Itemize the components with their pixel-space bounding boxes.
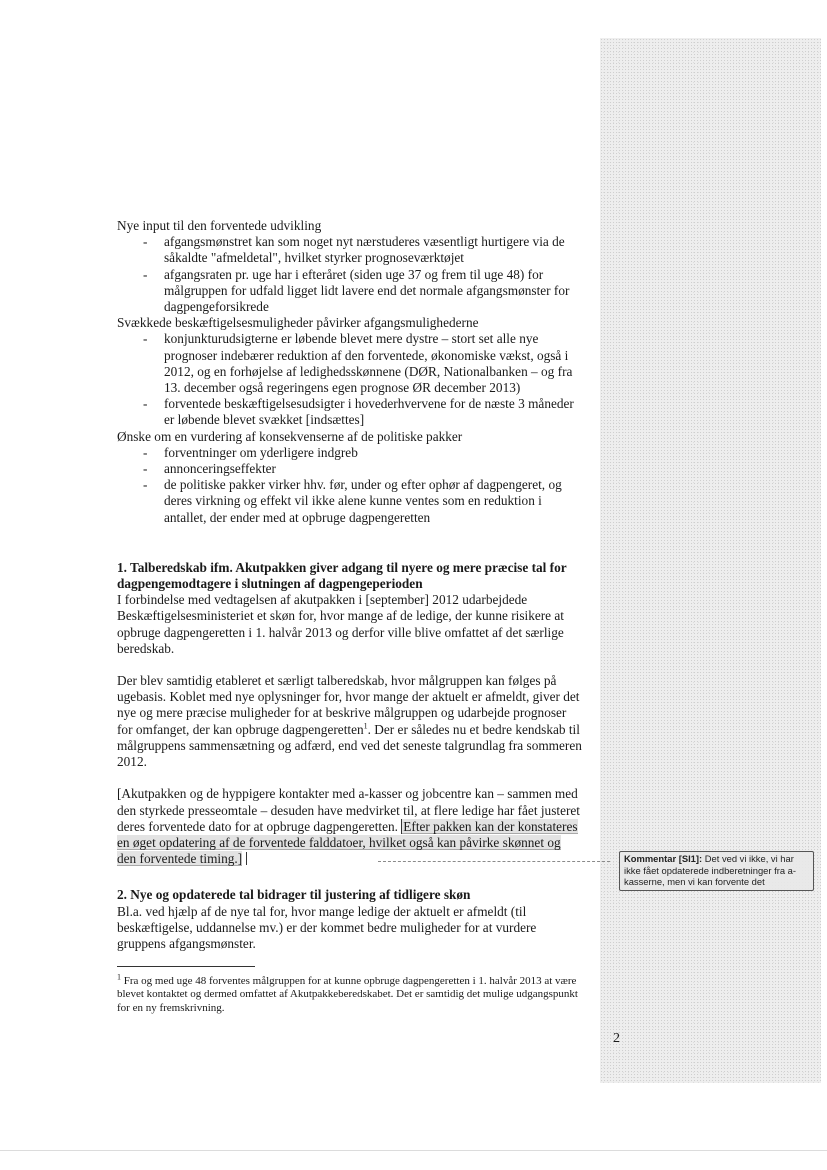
section-2-paragraph-1: Bl.a. ved hjælp af de nye tal for, hvor mange ledige der aktuelt er afmeldt (til beskæftigelse, uddannelse mv.) er der kommet bedre muligheder for at vurdere gruppens afgangsmønster. [117,903,537,951]
bullet-dash: - [143,266,148,282]
wish-heading: Ønske om en vurdering af konsekvenserne af de politiske pakker [117,428,463,444]
commented-text-highlight[interactable]: Efter pakken kan der konstateres en øget opdatering af de forventede falddatoer, hvilket også kan påvirke skønnet og den forventede timing.] [117,818,578,867]
list-item [117,477,582,526]
comment-connector-line [378,861,610,862]
list-item-text: forventninger om yderligere indgreb [164,444,358,460]
list-item [117,461,582,477]
bullet-dash: - [143,477,148,493]
comment-margin-pane [600,38,821,1083]
paragraph-text: . Der er således nu et bedre kendskab til målgruppens sammensætning og adfærd, end ved det seneste talgrundlag fra sommeren 2012. [117,721,582,770]
list-item [117,331,582,396]
list-item-text: konjunkturudsigterne er løbende blevet mere dystre – stort set alle nye prognoser indebærer reduktion af den forventede, økonomiske vækst, også i 2012, og en forhøjelse af ledighedsskønnene (DØR, Nationalbanken – og fra 13. december også regeringens egen prognose ØR december 2013) [164,331,573,396]
footnote-separator [117,966,255,967]
section-2-heading: 2. Nye og opdaterede tal bidrager til justering af tidligere skøn [117,887,471,903]
list-item [117,445,582,461]
comment-anchor-marker[interactable] [246,852,249,865]
bullet-dash: - [143,444,148,460]
comment-text: Det ved vi ikke, vi har ikke fået opdaterede indberetninger fra a-kasserne, men vi kan forvente det [624,853,796,887]
bullet-dash: - [143,396,148,412]
list-item-text: de politiske pakker virker hhv. før, under og efter ophør af dagpengeret, og deres virkning og effekt vil ikke alene kunne ventes som en reduktion i antallet, der ender med at opbruge dagpengeretten [164,477,562,525]
list-item-text: annonceringseffekter [164,461,276,477]
weakened-heading: Svækkede beskæftigelsesmuligheder påvirker afgangsmulighederne [117,315,479,331]
section-1-paragraph-3 [117,786,582,867]
section-1-heading: 1. Talberedskab ifm. Akutpakken giver adgang til nyere og mere præcise tal for dagpengemodtagere i slutningen af dagpengeperioden [117,559,567,592]
page-number: 2 [613,1031,620,1046]
footnote-reference[interactable]: 1 [363,721,368,731]
comment-author-tag: Kommentar [SI1]: [624,853,703,864]
list-item-text: afgangsraten pr. uge har i efteråret (siden uge 37 og frem til uge 48) for målgruppen for udfald ligget lidt lavere end det normale afgangsmønster for dagpengeforsikrede [164,266,570,315]
comment-balloon[interactable] [619,851,814,891]
section-1-paragraph-2 [117,673,582,770]
list-item [117,267,582,316]
section-1-paragraph-1: I forbindelse med vedtagelsen af akutpakken i [september] 2012 udarbejdede Beskæftigelsesministeriet et skøn for, hvor mange af de ledige, der kunne risikere at opbruge dagpengeretten i 1. halvår 2013 og derfor ville blive omfattet af det særlige beredskab. [117,592,564,656]
list-item-text: forventede beskæftigelsesudsigter i hovederhvervene for de næste 3 måneder er løbende blevet svækket [indsættes] [164,396,574,428]
bullet-dash: - [143,461,148,477]
page-divider [0,1150,827,1151]
paragraph-text: [Akutpakken og de hyppigere kontakter med a-kasser og jobcentre kan – sammen med den styrkede presseomtale – desuden have medvirket til, at flere ledige har fået justeret deres forventede dato for at opbruge dagpengeretten. [117,786,580,834]
list-item [117,396,582,428]
list-item [117,234,582,266]
bullet-dash: - [143,234,148,250]
bullet-dash: - [143,331,148,347]
footnote [117,972,582,1015]
list-item-text: afgangsmønstret kan som noget nyt nærstuderes væsentligt hurtigere via de såkaldte "afmeldetal", hvilket styrker prognoseværktøjet [164,234,565,266]
input-heading: Nye input til den forventede udvikling [117,218,322,233]
footnote-number: 1 [117,972,121,982]
footnote-text: Fra og med uge 48 forventes målgruppen for at kunne opbruge dagpengeretten i 1. halvår 2013 at være blevet kontaktet og dermed omfattet af Akutpakkeberedskabet. Det er samtidig det mulige udgangspunkt for en ny fremskrivning. [117,975,578,1014]
document-body [117,218,582,1015]
paragraph-text: Der blev samtidig etableret et særligt talberedskab, hvor målgruppen kan følges på ugebasis. Koblet med nye oplysninger for, hvor mange der aktuelt er afmeldt, giver det nye og mere præcise muligheder for at beskrive målgruppen og udarbejde prognoser for omfanget, der kan opbruge dagpengeretten [117,673,580,737]
